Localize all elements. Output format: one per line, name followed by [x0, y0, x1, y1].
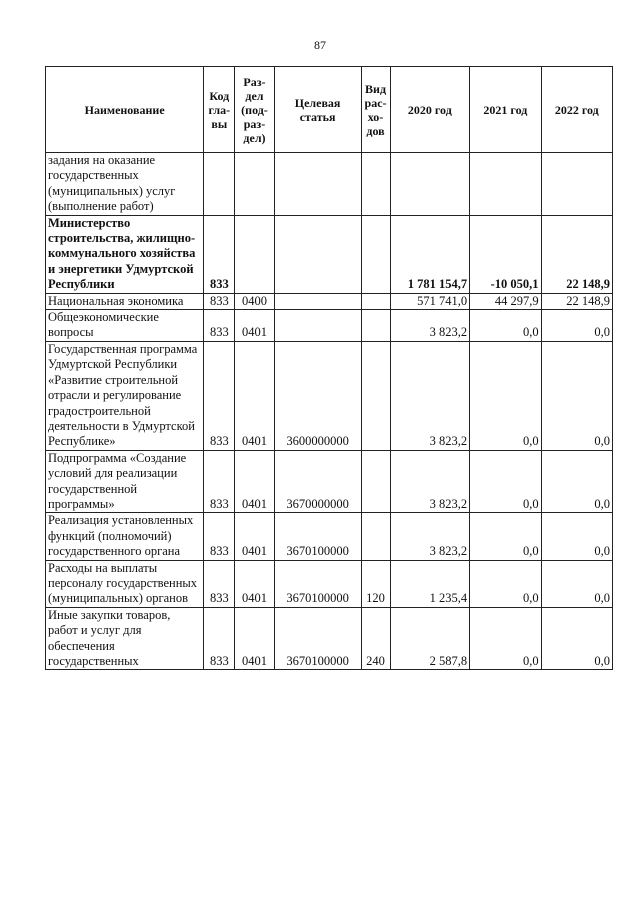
- row-code: 833: [204, 450, 235, 513]
- row-target: 3670100000: [274, 607, 361, 670]
- row-2020: 1 235,4: [390, 560, 470, 607]
- row-name: Министерство строительства, жилищно-коммунального хозяйства и энергетики Удмуртской Республики: [46, 215, 204, 293]
- row-2020: 3 823,2: [390, 450, 470, 513]
- row-2021: 0,0: [470, 450, 541, 513]
- row-2020: 3 823,2: [390, 513, 470, 560]
- row-target: [274, 310, 361, 342]
- row-code: 833: [204, 513, 235, 560]
- header-2020: 2020 год: [390, 67, 470, 153]
- row-2021: -10 050,1: [470, 215, 541, 293]
- row-kind: [361, 513, 390, 560]
- row-2022: [541, 153, 612, 216]
- row-name: Подпрограмма «Создание условий для реализации государственной программы»: [46, 450, 204, 513]
- row-name: Иные закупки товаров, работ и услуг для обеспечения государственных: [46, 607, 204, 670]
- row-code: 833: [204, 310, 235, 342]
- row-name: Реализация установленных функций (полномочий) государственного органа: [46, 513, 204, 560]
- row-2021: [470, 153, 541, 216]
- row-target: 3670000000: [274, 450, 361, 513]
- row-2020: 1 781 154,7: [390, 215, 470, 293]
- row-2022: 0,0: [541, 341, 612, 450]
- row-code: 833: [204, 341, 235, 450]
- row-target: 3670100000: [274, 513, 361, 560]
- row-2021: 44 297,9: [470, 293, 541, 309]
- row-section: 0401: [235, 560, 274, 607]
- row-target: [274, 215, 361, 293]
- table-row: [46, 310, 613, 342]
- row-name: Национальная экономика: [46, 293, 204, 309]
- row-section: 0400: [235, 293, 274, 309]
- header-2021: 2021 год: [470, 67, 541, 153]
- row-2020: 2 587,8: [390, 607, 470, 670]
- row-kind: [361, 215, 390, 293]
- row-target: [274, 293, 361, 309]
- table-row: [46, 450, 613, 513]
- row-2022: 22 148,9: [541, 293, 612, 309]
- row-2022: 22 148,9: [541, 215, 612, 293]
- table-row: [46, 341, 613, 450]
- row-code: [204, 153, 235, 216]
- row-kind: [361, 341, 390, 450]
- row-2021: 0,0: [470, 341, 541, 450]
- row-target: 3670100000: [274, 560, 361, 607]
- row-2020: [390, 153, 470, 216]
- row-2021: 0,0: [470, 607, 541, 670]
- row-kind: [361, 310, 390, 342]
- row-section: 0401: [235, 310, 274, 342]
- row-section: [235, 153, 274, 216]
- row-section: 0401: [235, 607, 274, 670]
- row-section: 0401: [235, 513, 274, 560]
- header-code: Код гла- вы: [204, 67, 235, 153]
- row-target: 3600000000: [274, 341, 361, 450]
- row-section: [235, 215, 274, 293]
- table-row: [46, 215, 613, 293]
- row-section: 0401: [235, 450, 274, 513]
- row-name: Общеэкономические вопросы: [46, 310, 204, 342]
- table-row: [46, 607, 613, 670]
- header-2022: 2022 год: [541, 67, 612, 153]
- row-2020: 571 741,0: [390, 293, 470, 309]
- row-code: 833: [204, 607, 235, 670]
- budget-table: [45, 66, 613, 670]
- table-row: [46, 293, 613, 309]
- row-kind: [361, 450, 390, 513]
- row-kind: [361, 153, 390, 216]
- row-code: 833: [204, 560, 235, 607]
- row-kind: 240: [361, 607, 390, 670]
- row-2022: 0,0: [541, 560, 612, 607]
- row-target: [274, 153, 361, 216]
- table-row: [46, 560, 613, 607]
- header-section: Раз- дел (под- раз- дел): [235, 67, 274, 153]
- header-kind: Вид рас- хо- дов: [361, 67, 390, 153]
- table-row: [46, 153, 613, 216]
- row-2022: 0,0: [541, 310, 612, 342]
- row-2021: 0,0: [470, 513, 541, 560]
- row-name: задания на оказание государственных (муниципальных) услуг (выполнение работ): [46, 153, 204, 216]
- row-kind: [361, 293, 390, 309]
- table-header-row: [46, 67, 613, 153]
- header-name: Наименование: [46, 67, 204, 153]
- header-target: Целевая статья: [274, 67, 361, 153]
- page-number: 87: [314, 38, 326, 52]
- row-code: 833: [204, 293, 235, 309]
- row-name: Расходы на выплаты персоналу государственных (муниципальных) органов: [46, 560, 204, 607]
- row-kind: 120: [361, 560, 390, 607]
- row-2022: 0,0: [541, 450, 612, 513]
- row-2022: 0,0: [541, 607, 612, 670]
- table-row: [46, 513, 613, 560]
- row-2020: 3 823,2: [390, 310, 470, 342]
- row-2020: 3 823,2: [390, 341, 470, 450]
- row-section: 0401: [235, 341, 274, 450]
- row-2022: 0,0: [541, 513, 612, 560]
- row-code: 833: [204, 215, 235, 293]
- row-2021: 0,0: [470, 560, 541, 607]
- row-2021: 0,0: [470, 310, 541, 342]
- row-name: Государственная программа Удмуртской Республики «Развитие строительной отрасли и регулирование градостроительной деятельности в Удмуртской Республике»: [46, 341, 204, 450]
